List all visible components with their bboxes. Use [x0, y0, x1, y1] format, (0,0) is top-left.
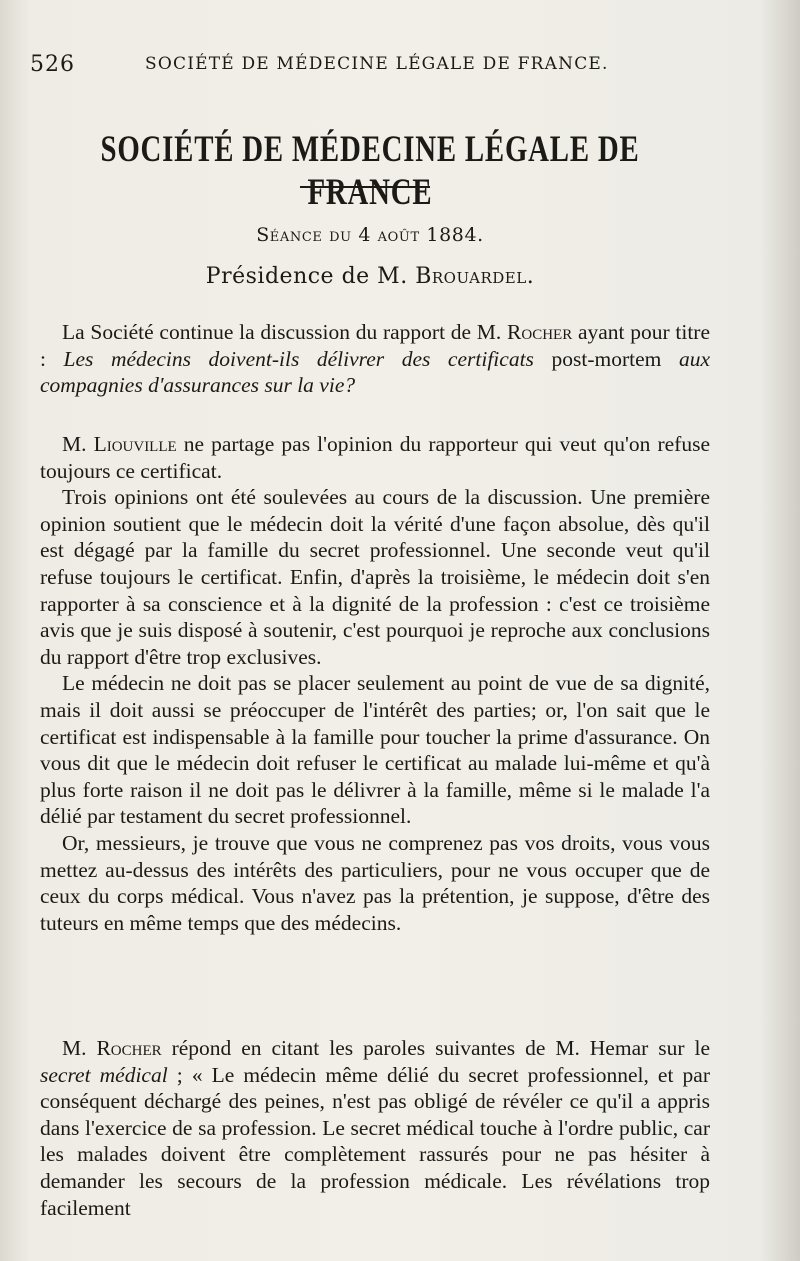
rocher-italic: secret médical [40, 1062, 168, 1087]
title-divider [300, 186, 430, 188]
intro-title-italic-1: Les médecins doivent-ils délivrer des certificats [63, 346, 534, 371]
intro-text-mid2: post-mortem [533, 346, 679, 371]
page-title: SOCIÉTÉ DE MÉDECINE LÉGALE DE FRANCE [100, 129, 640, 213]
session-date-text: 4 août 1884. [358, 224, 484, 246]
liouville-speaker: Liouville [93, 432, 177, 456]
rocher-text-after: ; « Le médecin même délié du secret professionnel, et par conséquent déchargé des peines, n'est pas obligé de révéler ce qu'il a appris dans l'exercice de sa profession. Le secret médical touche à l'ordre public, car les malades doivent être complètement rassurés pour ne pas hésiter à demander les secours de la profession médicale. Les révélations trop facilement [40, 1062, 710, 1220]
page-number: 526 [30, 52, 75, 77]
intro-text-before: La Société continue la discussion du rapport de M. [62, 320, 508, 344]
rocher-speaker: Rocher [96, 1036, 162, 1060]
rocher-text-before: répond en citant les paroles suivantes de M. Hemar sur le [161, 1036, 710, 1060]
intro-text-mid: ayant pour titre : [40, 320, 710, 371]
intro-speaker: Rocher [507, 320, 573, 344]
president-name: Brouardel. [415, 264, 535, 289]
session-prefix: Séance du [256, 224, 359, 246]
liouville-paragraph-1 [40, 431, 710, 484]
rocher-prefix: M. [62, 1036, 97, 1060]
session-date [0, 224, 740, 246]
intro-paragraph [40, 319, 710, 399]
running-title: SOCIÉTÉ DE MÉDECINE LÉGALE DE FRANCE. [145, 54, 609, 74]
rocher-paragraph [40, 1035, 710, 1221]
liouville-paragraph-4: Or, messieurs, je trouve que vous ne comprenez pas vos droits, vous vous mettez au-dessus des intérêts des particuliers, pour ne vous occuper que de ceux du corps médical. Vous n'avez pas la prétention, je suppose, d'être des tuteurs en même temps que des médecins. [40, 830, 710, 935]
rocher-section [40, 1035, 710, 1221]
liouville-paragraph-2: Trois opinions ont été soulevées au cours de la discussion. Une première opinion soutient que le médecin doit la vérité d'une façon absolue, dès qu'il est dégagé par la famille du secret professionnel. Une seconde veut qu'il refuse toujours le certificat. Enfin, d'après la troisième, le médecin doit s'en rapporter à sa conscience et à la dignité de la profession : c'est ce troisième avis que je suis disposé à soutenir, c'est pourquoi je reproche aux conclusions du rapport d'être trop exclusives. [40, 485, 710, 669]
liouville-prefix: M. [62, 432, 94, 456]
intro-title-italic-2: aux compagnies d'assurances sur la vie? [40, 346, 710, 398]
presidency-line [0, 264, 740, 289]
liouville-paragraph-3: Le médecin ne doit pas se placer seulement au point de vue de sa dignité, mais il doit aussi se préoccuper de l'intérêt des parties; or, l'on sait que le certificat est indispensable à la famille pour toucher la prime d'assurance. On vous dit que le médecin doit refuser le certificat au malade lui-même et qu'à plus forte raison il ne doit pas le délivrer à la famille, même si le malade l'a délié par testament du secret professionnel. [40, 671, 710, 829]
presidency-prefix: Présidence de M. [205, 264, 416, 289]
liouville-p1-text: ne partage pas l'opinion du rapporteur qui veut qu'on refuse toujours ce certificat. [40, 432, 710, 483]
running-header [30, 52, 760, 82]
liouville-section [40, 431, 710, 936]
